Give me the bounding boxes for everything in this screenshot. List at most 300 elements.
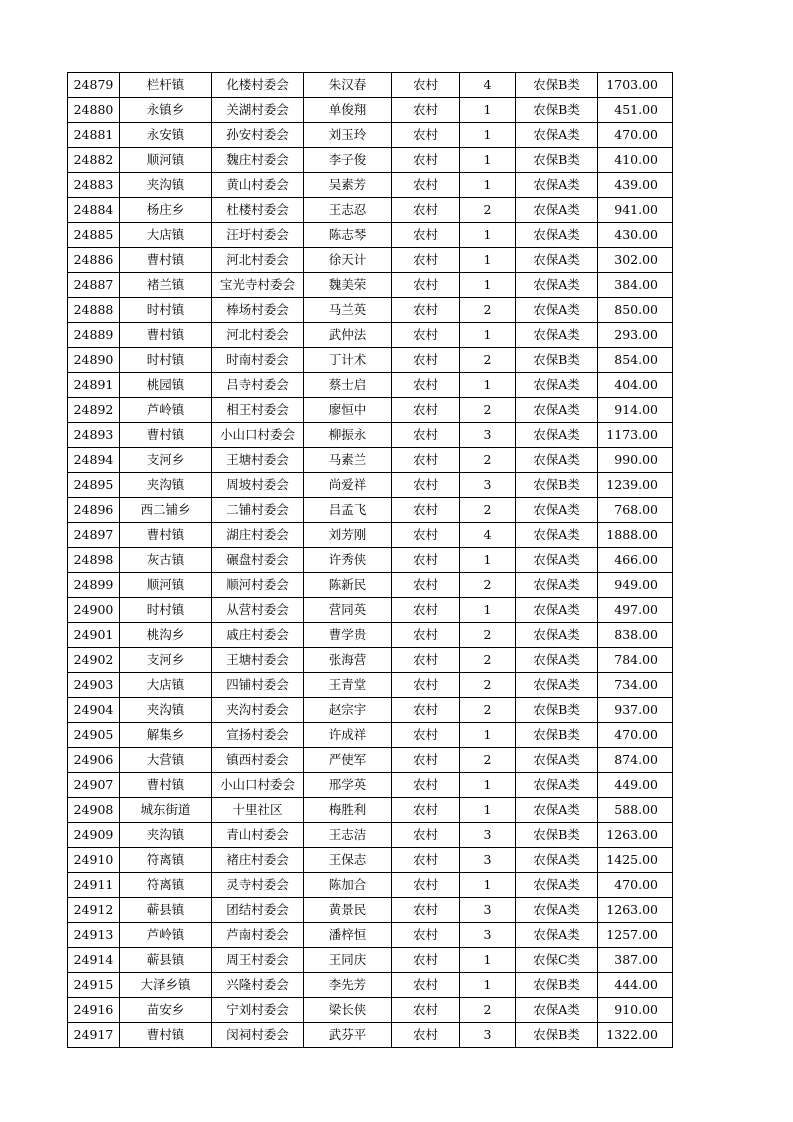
id-cell: 24901 — [68, 623, 120, 648]
town-cell: 符离镇 — [120, 848, 212, 873]
town-cell: 夹沟镇 — [120, 823, 212, 848]
area-cell: 农村 — [392, 623, 460, 648]
category-cell: 农保A类 — [516, 873, 598, 898]
area-cell: 农村 — [392, 548, 460, 573]
table-row — [68, 673, 673, 698]
amount-cell: 470.00 — [598, 873, 673, 898]
name-cell: 蔡士启 — [304, 373, 392, 398]
town-cell: 符离镇 — [120, 873, 212, 898]
area-cell: 农村 — [392, 998, 460, 1023]
amount-cell: 1888.00 — [598, 523, 673, 548]
table-row — [68, 498, 673, 523]
town-cell: 夹沟镇 — [120, 473, 212, 498]
count-cell: 2 — [460, 398, 516, 423]
town-cell: 西二铺乡 — [120, 498, 212, 523]
area-cell: 农村 — [392, 673, 460, 698]
town-cell: 灰古镇 — [120, 548, 212, 573]
amount-cell: 874.00 — [598, 748, 673, 773]
village-cell: 十里社区 — [212, 798, 304, 823]
table-row — [68, 448, 673, 473]
name-cell: 马素兰 — [304, 448, 392, 473]
area-cell: 农村 — [392, 698, 460, 723]
name-cell: 梁长侠 — [304, 998, 392, 1023]
village-cell: 周王村委会 — [212, 948, 304, 973]
amount-cell: 404.00 — [598, 373, 673, 398]
id-cell: 24897 — [68, 523, 120, 548]
village-cell: 河北村委会 — [212, 323, 304, 348]
area-cell: 农村 — [392, 523, 460, 548]
town-cell: 永镇乡 — [120, 98, 212, 123]
table-body — [68, 73, 673, 1048]
village-cell: 闵祠村委会 — [212, 1023, 304, 1048]
id-cell: 24884 — [68, 198, 120, 223]
village-cell: 时南村委会 — [212, 348, 304, 373]
count-cell: 1 — [460, 548, 516, 573]
town-cell: 大泽乡镇 — [120, 973, 212, 998]
count-cell: 2 — [460, 573, 516, 598]
category-cell: 农保A类 — [516, 448, 598, 473]
table-row — [68, 898, 673, 923]
id-cell: 24914 — [68, 948, 120, 973]
village-cell: 戚庄村委会 — [212, 623, 304, 648]
amount-cell: 1263.00 — [598, 823, 673, 848]
category-cell: 农保B类 — [516, 698, 598, 723]
id-cell: 24907 — [68, 773, 120, 798]
town-cell: 大营镇 — [120, 748, 212, 773]
category-cell: 农保A类 — [516, 673, 598, 698]
name-cell: 廖恒中 — [304, 398, 392, 423]
name-cell: 潘梓恒 — [304, 923, 392, 948]
village-cell: 宣扬村委会 — [212, 723, 304, 748]
name-cell: 张海营 — [304, 648, 392, 673]
area-cell: 农村 — [392, 848, 460, 873]
village-cell: 棒场村委会 — [212, 298, 304, 323]
count-cell: 2 — [460, 698, 516, 723]
id-cell: 24892 — [68, 398, 120, 423]
name-cell: 吴素芳 — [304, 173, 392, 198]
id-cell: 24890 — [68, 348, 120, 373]
name-cell: 尚爱祥 — [304, 473, 392, 498]
table-row — [68, 573, 673, 598]
name-cell: 李子俊 — [304, 148, 392, 173]
amount-cell: 439.00 — [598, 173, 673, 198]
amount-cell: 1257.00 — [598, 923, 673, 948]
category-cell: 农保A类 — [516, 573, 598, 598]
id-cell: 24917 — [68, 1023, 120, 1048]
category-cell: 农保A类 — [516, 648, 598, 673]
count-cell: 1 — [460, 598, 516, 623]
table-row — [68, 948, 673, 973]
name-cell: 魏美荣 — [304, 273, 392, 298]
amount-cell: 451.00 — [598, 98, 673, 123]
name-cell: 单俊翔 — [304, 98, 392, 123]
amount-cell: 914.00 — [598, 398, 673, 423]
count-cell: 2 — [460, 298, 516, 323]
name-cell: 陈志琴 — [304, 223, 392, 248]
village-cell: 镇西村委会 — [212, 748, 304, 773]
area-cell: 农村 — [392, 723, 460, 748]
count-cell: 2 — [460, 198, 516, 223]
id-cell: 24898 — [68, 548, 120, 573]
name-cell: 严使军 — [304, 748, 392, 773]
village-cell: 四铺村委会 — [212, 673, 304, 698]
town-cell: 时村镇 — [120, 348, 212, 373]
id-cell: 24885 — [68, 223, 120, 248]
village-cell: 团结村委会 — [212, 898, 304, 923]
town-cell: 蕲县镇 — [120, 948, 212, 973]
area-cell: 农村 — [392, 398, 460, 423]
village-cell: 碾盘村委会 — [212, 548, 304, 573]
amount-cell: 784.00 — [598, 648, 673, 673]
table-row — [68, 398, 673, 423]
table-row — [68, 248, 673, 273]
id-cell: 24912 — [68, 898, 120, 923]
table-row — [68, 348, 673, 373]
table-row — [68, 973, 673, 998]
town-cell: 栏杆镇 — [120, 73, 212, 98]
table-row — [68, 198, 673, 223]
area-cell: 农村 — [392, 873, 460, 898]
amount-cell: 444.00 — [598, 973, 673, 998]
area-cell: 农村 — [392, 748, 460, 773]
amount-cell: 588.00 — [598, 798, 673, 823]
amount-cell: 1173.00 — [598, 423, 673, 448]
table-row — [68, 648, 673, 673]
count-cell: 3 — [460, 923, 516, 948]
area-cell: 农村 — [392, 73, 460, 98]
area-cell: 农村 — [392, 273, 460, 298]
count-cell: 2 — [460, 648, 516, 673]
category-cell: 农保A类 — [516, 273, 598, 298]
area-cell: 农村 — [392, 423, 460, 448]
count-cell: 4 — [460, 523, 516, 548]
count-cell: 1 — [460, 873, 516, 898]
category-cell: 农保A类 — [516, 848, 598, 873]
town-cell: 解集乡 — [120, 723, 212, 748]
id-cell: 24895 — [68, 473, 120, 498]
category-cell: 农保C类 — [516, 948, 598, 973]
count-cell: 1 — [460, 273, 516, 298]
count-cell: 1 — [460, 948, 516, 973]
village-cell: 从营村委会 — [212, 598, 304, 623]
table-row — [68, 773, 673, 798]
town-cell: 永安镇 — [120, 123, 212, 148]
count-cell: 2 — [460, 498, 516, 523]
village-cell: 魏庄村委会 — [212, 148, 304, 173]
category-cell: 农保A类 — [516, 523, 598, 548]
id-cell: 24888 — [68, 298, 120, 323]
area-cell: 农村 — [392, 248, 460, 273]
name-cell: 武芬平 — [304, 1023, 392, 1048]
id-cell: 24905 — [68, 723, 120, 748]
name-cell: 王志忍 — [304, 198, 392, 223]
area-cell: 农村 — [392, 298, 460, 323]
amount-cell: 941.00 — [598, 198, 673, 223]
id-cell: 24916 — [68, 998, 120, 1023]
town-cell: 夹沟镇 — [120, 173, 212, 198]
table-row — [68, 123, 673, 148]
area-cell: 农村 — [392, 323, 460, 348]
id-cell: 24904 — [68, 698, 120, 723]
amount-cell: 949.00 — [598, 573, 673, 598]
village-cell: 化楼村委会 — [212, 73, 304, 98]
name-cell: 许秀侠 — [304, 548, 392, 573]
count-cell: 2 — [460, 348, 516, 373]
village-cell: 汪圩村委会 — [212, 223, 304, 248]
village-cell: 褚庄村委会 — [212, 848, 304, 873]
table-row — [68, 723, 673, 748]
table-row — [68, 598, 673, 623]
town-cell: 桃园镇 — [120, 373, 212, 398]
town-cell: 大店镇 — [120, 673, 212, 698]
area-cell: 农村 — [392, 348, 460, 373]
table-row — [68, 623, 673, 648]
name-cell: 陈新民 — [304, 573, 392, 598]
table-row — [68, 848, 673, 873]
category-cell: 农保A类 — [516, 298, 598, 323]
town-cell: 顺河镇 — [120, 573, 212, 598]
town-cell: 褚兰镇 — [120, 273, 212, 298]
table-row — [68, 373, 673, 398]
count-cell: 2 — [460, 448, 516, 473]
amount-cell: 1322.00 — [598, 1023, 673, 1048]
name-cell: 邢学英 — [304, 773, 392, 798]
town-cell: 大店镇 — [120, 223, 212, 248]
town-cell: 苗安乡 — [120, 998, 212, 1023]
table-row — [68, 223, 673, 248]
category-cell: 农保A类 — [516, 323, 598, 348]
category-cell: 农保A类 — [516, 373, 598, 398]
id-cell: 24879 — [68, 73, 120, 98]
amount-cell: 449.00 — [598, 773, 673, 798]
id-cell: 24900 — [68, 598, 120, 623]
id-cell: 24887 — [68, 273, 120, 298]
area-cell: 农村 — [392, 198, 460, 223]
count-cell: 1 — [460, 323, 516, 348]
town-cell: 夹沟镇 — [120, 698, 212, 723]
village-cell: 顺河村委会 — [212, 573, 304, 598]
category-cell: 农保B类 — [516, 473, 598, 498]
count-cell: 2 — [460, 748, 516, 773]
table-row — [68, 1023, 673, 1048]
category-cell: 农保A类 — [516, 898, 598, 923]
count-cell: 1 — [460, 148, 516, 173]
village-cell: 湖庄村委会 — [212, 523, 304, 548]
category-cell: 农保B类 — [516, 973, 598, 998]
count-cell: 3 — [460, 898, 516, 923]
village-cell: 周坡村委会 — [212, 473, 304, 498]
id-cell: 24893 — [68, 423, 120, 448]
category-cell: 农保A类 — [516, 748, 598, 773]
amount-cell: 990.00 — [598, 448, 673, 473]
village-cell: 兴隆村委会 — [212, 973, 304, 998]
area-cell: 农村 — [392, 448, 460, 473]
area-cell: 农村 — [392, 223, 460, 248]
id-cell: 24882 — [68, 148, 120, 173]
name-cell: 赵宗宇 — [304, 698, 392, 723]
town-cell: 顺河镇 — [120, 148, 212, 173]
id-cell: 24880 — [68, 98, 120, 123]
name-cell: 刘玉玲 — [304, 123, 392, 148]
name-cell: 王青堂 — [304, 673, 392, 698]
id-cell: 24908 — [68, 798, 120, 823]
name-cell: 柳振永 — [304, 423, 392, 448]
area-cell: 农村 — [392, 948, 460, 973]
name-cell: 丁计术 — [304, 348, 392, 373]
amount-cell: 302.00 — [598, 248, 673, 273]
id-cell: 24881 — [68, 123, 120, 148]
area-cell: 农村 — [392, 573, 460, 598]
area-cell: 农村 — [392, 98, 460, 123]
amount-cell: 497.00 — [598, 598, 673, 623]
category-cell: 农保B类 — [516, 1023, 598, 1048]
village-cell: 青山村委会 — [212, 823, 304, 848]
table-row — [68, 173, 673, 198]
table-row — [68, 998, 673, 1023]
count-cell: 1 — [460, 123, 516, 148]
area-cell: 农村 — [392, 648, 460, 673]
name-cell: 王同庆 — [304, 948, 392, 973]
category-cell: 农保A类 — [516, 398, 598, 423]
area-cell: 农村 — [392, 473, 460, 498]
count-cell: 2 — [460, 623, 516, 648]
id-cell: 24889 — [68, 323, 120, 348]
area-cell: 农村 — [392, 173, 460, 198]
name-cell: 李先芳 — [304, 973, 392, 998]
village-cell: 宝光寺村委会 — [212, 273, 304, 298]
category-cell: 农保B类 — [516, 723, 598, 748]
category-cell: 农保A类 — [516, 798, 598, 823]
id-cell: 24883 — [68, 173, 120, 198]
town-cell: 城东街道 — [120, 798, 212, 823]
village-cell: 孙安村委会 — [212, 123, 304, 148]
count-cell: 1 — [460, 798, 516, 823]
name-cell: 梅胜利 — [304, 798, 392, 823]
count-cell: 1 — [460, 723, 516, 748]
name-cell: 刘芳刚 — [304, 523, 392, 548]
table-row — [68, 923, 673, 948]
count-cell: 4 — [460, 73, 516, 98]
count-cell: 2 — [460, 673, 516, 698]
count-cell: 1 — [460, 98, 516, 123]
count-cell: 3 — [460, 1023, 516, 1048]
category-cell: 农保A类 — [516, 773, 598, 798]
category-cell: 农保A类 — [516, 598, 598, 623]
area-cell: 农村 — [392, 773, 460, 798]
category-cell: 农保A类 — [516, 623, 598, 648]
category-cell: 农保B类 — [516, 73, 598, 98]
amount-cell: 293.00 — [598, 323, 673, 348]
count-cell: 1 — [460, 173, 516, 198]
town-cell: 曹村镇 — [120, 323, 212, 348]
id-cell: 24902 — [68, 648, 120, 673]
amount-cell: 1239.00 — [598, 473, 673, 498]
count-cell: 1 — [460, 248, 516, 273]
category-cell: 农保A类 — [516, 548, 598, 573]
area-cell: 农村 — [392, 1023, 460, 1048]
amount-cell: 1263.00 — [598, 898, 673, 923]
table-row — [68, 748, 673, 773]
area-cell: 农村 — [392, 898, 460, 923]
village-cell: 杜楼村委会 — [212, 198, 304, 223]
table-row — [68, 823, 673, 848]
name-cell: 王保志 — [304, 848, 392, 873]
amount-cell: 470.00 — [598, 723, 673, 748]
name-cell: 营同英 — [304, 598, 392, 623]
category-cell: 农保B类 — [516, 148, 598, 173]
village-cell: 王塘村委会 — [212, 648, 304, 673]
table-row — [68, 73, 673, 98]
category-cell: 农保A类 — [516, 998, 598, 1023]
town-cell: 杨庄乡 — [120, 198, 212, 223]
table-row — [68, 148, 673, 173]
area-cell: 农村 — [392, 373, 460, 398]
village-cell: 夹沟村委会 — [212, 698, 304, 723]
table-row — [68, 523, 673, 548]
id-cell: 24894 — [68, 448, 120, 473]
table-row — [68, 423, 673, 448]
name-cell: 武仲法 — [304, 323, 392, 348]
count-cell: 1 — [460, 223, 516, 248]
category-cell: 农保B类 — [516, 98, 598, 123]
village-cell: 河北村委会 — [212, 248, 304, 273]
town-cell: 桃沟乡 — [120, 623, 212, 648]
category-cell: 农保B类 — [516, 823, 598, 848]
amount-cell: 1425.00 — [598, 848, 673, 873]
table-row — [68, 698, 673, 723]
amount-cell: 430.00 — [598, 223, 673, 248]
amount-cell: 466.00 — [598, 548, 673, 573]
area-cell: 农村 — [392, 823, 460, 848]
count-cell: 2 — [460, 998, 516, 1023]
area-cell: 农村 — [392, 148, 460, 173]
amount-cell: 854.00 — [598, 348, 673, 373]
amount-cell: 850.00 — [598, 298, 673, 323]
town-cell: 芦岭镇 — [120, 923, 212, 948]
village-cell: 相王村委会 — [212, 398, 304, 423]
town-cell: 蕲县镇 — [120, 898, 212, 923]
table-row — [68, 273, 673, 298]
id-cell: 24913 — [68, 923, 120, 948]
amount-cell: 410.00 — [598, 148, 673, 173]
village-cell: 小山口村委会 — [212, 773, 304, 798]
id-cell: 24911 — [68, 873, 120, 898]
town-cell: 支河乡 — [120, 648, 212, 673]
category-cell: 农保A类 — [516, 173, 598, 198]
amount-cell: 387.00 — [598, 948, 673, 973]
village-cell: 灵寺村委会 — [212, 873, 304, 898]
amount-cell: 1703.00 — [598, 73, 673, 98]
village-cell: 吕寺村委会 — [212, 373, 304, 398]
count-cell: 3 — [460, 473, 516, 498]
area-cell: 农村 — [392, 973, 460, 998]
category-cell: 农保A类 — [516, 423, 598, 448]
area-cell: 农村 — [392, 598, 460, 623]
count-cell: 3 — [460, 423, 516, 448]
village-cell: 关湖村委会 — [212, 98, 304, 123]
village-cell: 小山口村委会 — [212, 423, 304, 448]
name-cell: 吕孟飞 — [304, 498, 392, 523]
amount-cell: 768.00 — [598, 498, 673, 523]
amount-cell: 734.00 — [598, 673, 673, 698]
town-cell: 时村镇 — [120, 298, 212, 323]
name-cell: 朱汉春 — [304, 73, 392, 98]
village-cell: 黄山村委会 — [212, 173, 304, 198]
area-cell: 农村 — [392, 498, 460, 523]
table-row — [68, 798, 673, 823]
town-cell: 曹村镇 — [120, 1023, 212, 1048]
village-cell: 王塘村委会 — [212, 448, 304, 473]
